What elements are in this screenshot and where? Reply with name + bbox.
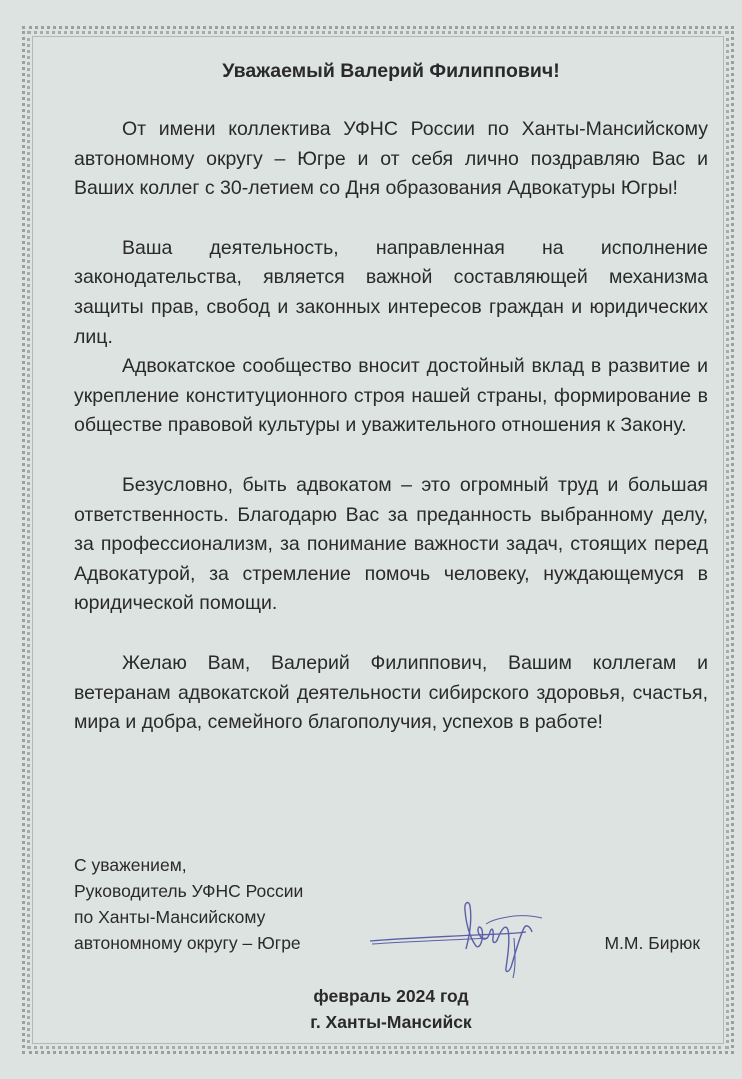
letter-place: г. Ханты-Мансийск xyxy=(310,1012,472,1032)
paragraph-community: Адвокатское сообщество вносит достойный вклад в развитие и укрепление конституционного строя нашей страны, формирование в обществе правовой культуры и уважительного отношения к Закону. xyxy=(74,355,708,437)
letter-greeting: Уважаемый Валерий Филиппович! xyxy=(222,60,560,82)
paragraph-gratitude: Безусловно, быть адвокатом – это огромный труд и большая ответственность. Благодарю Вас за преданность выбранному делу, за профессионализм, за понимание важности задач, стоящих перед Адвокатурой, за стремление помочь человеку, нуждающемуся в юридической помощи. xyxy=(74,473,708,615)
letter-footer xyxy=(74,983,708,1035)
paragraph-wishes: Желаю Вам, Валерий Филиппович, Вашим коллегам и ветеранам адвокатской деятельности сибирского здоровья, счастья, мира и добра, семейного благополучия, успехов в работе! xyxy=(74,651,708,734)
signer-title-line2: по Ханты-Мансийскому xyxy=(74,907,266,927)
paragraph-congratulation: От имени коллектива УФНС России по Ханты-Мансийскому автономному округу – Югре и от себя лично поздравляю Вас и Ваших коллег с 30-летием со Дня образования Адвокатуры Югры! xyxy=(74,118,708,200)
handwritten-signature xyxy=(366,894,556,984)
letter-date: февраль 2024 год xyxy=(313,986,469,1006)
signature-block xyxy=(74,852,708,956)
closing-regards: С уважением, xyxy=(74,855,187,875)
signer-title-line3: автономному округу – Югре xyxy=(74,933,301,953)
signer-title-line1: Руководитель УФНС России xyxy=(74,881,304,901)
paragraph-activity: Ваша деятельность, направленная на исполнение законодательства, является важной составляющей механизма защиты прав, свобод и законных интересов граждан и юридических лиц. xyxy=(74,236,708,348)
signer-name: М.М. Бирюк xyxy=(604,933,700,953)
letter-body xyxy=(74,55,708,738)
